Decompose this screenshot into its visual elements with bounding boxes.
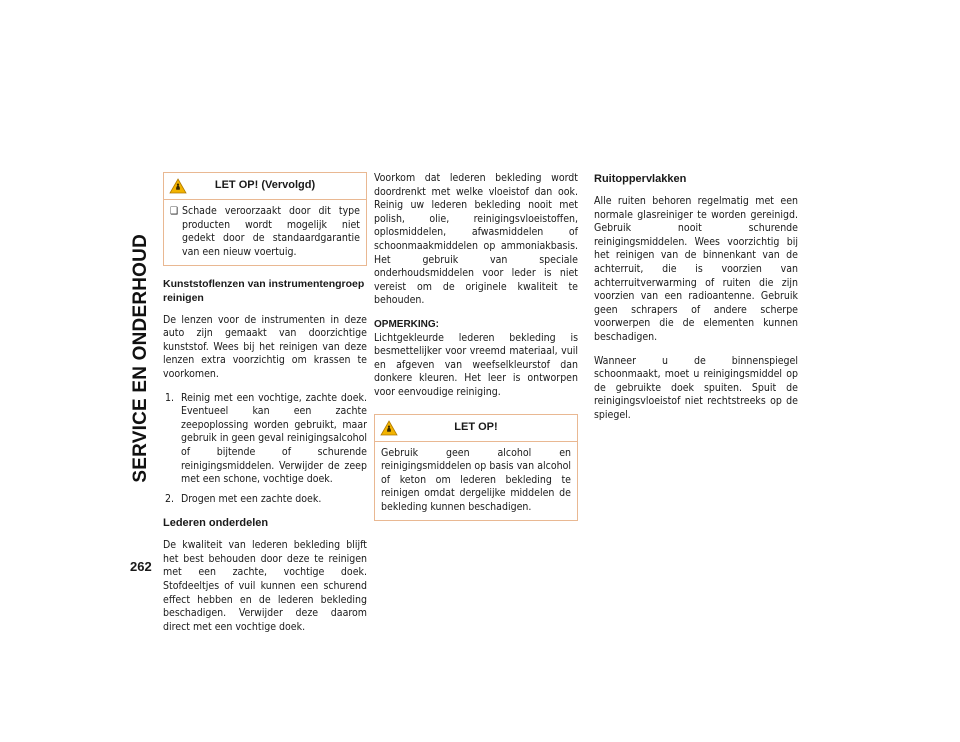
paragraph-mirror: Wanneer u de binnenspiegel schoonmaakt, moet u reinigingsmiddel op de gebruikte doek spuiten. Spuit de reinigingsvloeistof niet rechtstreeks op de spiegel. [594,354,798,421]
note-text: Lichtgekleurde lederen bekleding is besmettelijker voor vreemd materiaal, vuil en afgeven van weefselkleurstof dan donkere kleuren. Het leer is ontworpen voor eenvoudige reiniging. [374,331,578,398]
step-text: Drogen met een zachte doek. [181,492,322,505]
paragraph-leather-care: Voorkom dat lederen bekleding wordt doordrenkt met welke vloeistof dan ook. Reinig uw lederen bekleding nooit met polish, olie, reinigingsvloeistoffen, oplosmiddelen, afwasmiddelen of schoonmaakmiddelen op ammoniakbasis. Het gebruik van speciale onderhoudsmiddelen voor leder is niet vereist om de originele kwaliteit te behouden. [374,172,578,307]
warning-header [375,415,577,442]
paragraph-leather: De kwaliteit van lederen bekleding blijft het best behouden door deze te reinigen met een zachte, vochtige doek. Stofdeeltjes of vuil kunnen een schurend effect hebben en de lederen bekleding beschadigen. Verwijder deze daarom direct met een vochtige doek. [163,539,367,633]
paragraph-lenses: De lenzen voor de instrumenten in deze auto zijn gemaakt van doorzichtige kunststof. Wees bij het reinigen van deze lenzen extra voorzichtig om krassen te voorkomen. [163,313,367,380]
warning-box [374,414,578,522]
step-number: 1. [165,391,175,404]
side-section-tab [128,167,154,550]
step-number: 2. [165,492,175,505]
warning-icon [169,178,187,194]
warning-header [164,173,366,200]
heading-windows: Ruitoppervlakken [594,173,687,185]
step-text: Reinig met een vochtige, zachte doek. Eventueel kan een zachte zeepoplossing worden gebruikt, maar gebruik in geen geval reinigingsalcohol of bijtende of schurende reinigingsmiddelen. Verwijder de zeep met een schone, vochtige doek. [181,391,367,486]
warning-title: LET OP! [454,420,498,433]
page-number: 262 [130,559,152,574]
list-item [163,392,367,487]
section-title: SERVICE EN ONDERHOUD [130,234,151,483]
column-2 [374,172,578,533]
warning-box-continued [163,172,367,266]
paragraph-windows: Alle ruiten behoren regelmatig met een normale glasreiniger te worden gereinigd. Gebruik nooit schurende reinigingsmiddelen. Wees voorzichtig bij het reinigen van de binnenkant van de achterruit, die is voorzien van achterruitverwarming of ruiten die zijn voorzien van een radioantenne. Gebruik geen schrapers of andere scherpe voorwerpen die de elementen kunnen beschadigen. [594,195,798,343]
note-label: OPMERKING: [374,318,439,330]
note [374,318,578,400]
bullet-square-icon: ❑ [170,206,179,217]
warning-bullet [170,205,360,259]
warning-title: LET OP! (Vervolgd) [214,179,316,192]
column-3 [594,172,798,433]
list-item [163,493,367,507]
warning-text: Gebruik geen alcohol en reinigingsmiddelen op basis van alcohol of keton om lederen bekleding te reinigen omdat dergelijke middelen de bekleding kunnen beschadigen. [381,446,571,513]
column-1 [163,172,367,644]
steps-list [163,392,367,507]
heading-leather: Lederen onderdelen [163,517,269,530]
warning-bullet-text: Schade veroorzaakt door dit type producten wordt mogelijk niet gedekt door de standaardgarantie van een nieuw voertuig. [182,205,360,258]
warning-icon [380,420,398,436]
heading-lenses: Kunststoflenzen van instrumentengroep reinigen [163,278,365,304]
